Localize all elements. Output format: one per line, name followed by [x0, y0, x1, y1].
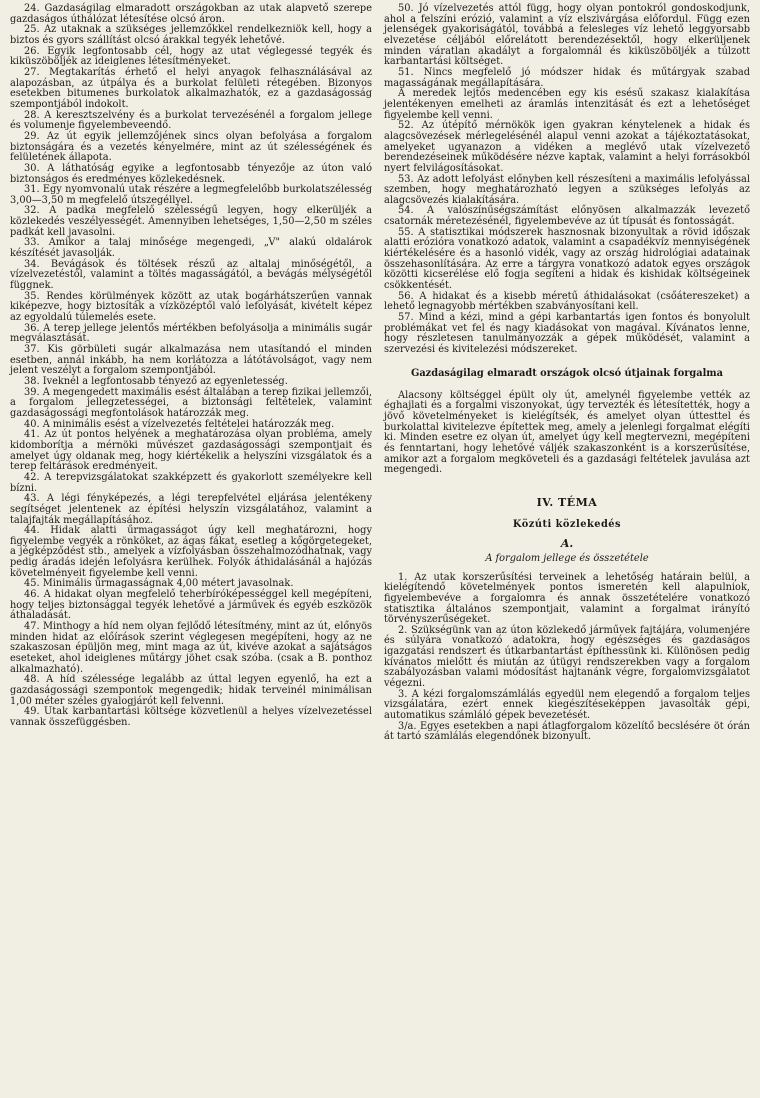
paragraph-28: 28. A keresztszelvény és a burkolat tervezésénél a forgalom jellege és volumenje figyelembeveendő. — [10, 109, 372, 132]
theme-title: IV. TÉMA — [536, 495, 598, 509]
paragraph-iv-3a: 3/a. Egyes esetekben a napi átlagforgalom közelítő becslésére öt órán át tartó számlálás elegendőnek bizonyult. — [384, 720, 750, 743]
paragraph-iv-3: 3. A kézi forgalomszámlálás egyedül nem elegendő a forgalom teljes vizsgálatára, ezért ennek kiegészítéseképpen javasolták gépi, automatikus számláló gépek bevezetését. — [384, 688, 750, 722]
paragraph-42: 42. A terepvizsgálatokat szakképzett és gyakorlott személyekre kell bízni. — [10, 471, 372, 494]
left-column — [10, 4, 372, 1098]
paragraph-41: 41. Az út pontos helyének a meghatározása olyan probléma, amely kidomborítja a mérnöki művészet gazdaságossági szempontjait és amelyet úgy oldanak meg, hogy kiértékelik a helyszíni vizsgálatok és a terep feltárások eredményeit. — [10, 429, 372, 473]
paragraph-45: 45. Minimális űrmagasságnak 4,00 métert javasolnak. — [24, 578, 294, 590]
paragraph-47: 47. Minthogy a híd nem olyan fejlődő létesítmény, mint az út, előnyös minden hidat az előírások szerint véglegesen megépíteni, hogy az ne szakaszosan épüljön meg, mint maga az út, kivéve azokat a sajátságos eseteket, ahol ideiglenes műtárgy jöhet csak szóba. (csak a B. ponthoz alkalmazható). — [10, 621, 372, 675]
right-column — [384, 4, 750, 1098]
paragraph-49: 49. Utak karbantartási költsége közvetlenül a helyes vízelvezetéssel vannak összefüggésben. — [10, 706, 372, 728]
paragraph-38: 38. Iveknél a legfontosabb tényező az egyenletesség. — [24, 375, 288, 387]
paragraph-36: 36. A terep jellege jelentős mértékben befolyásolja a minimális sugár megválasztását. — [10, 322, 372, 345]
section-letter: A. — [560, 537, 574, 551]
paragraph-33: 33. Amikor a talaj minősége megengedi, „V" alakú oldalárok készítését javasolják. — [10, 237, 372, 260]
paragraph-44: 44. Hidak alatti űrmagasságot úgy kell meghatározni, hogy figyelembe vegyék a rönköket, az ágas fákat, esetleg a kőgörgetegeket, a jégképződést stb., amelyek a vízfolyásban összehalmozódhatnak, vagy pedig áradás idején lefolyásra kerülhek. Folyók áthidalásánál a hajózás követelményeit figyelembe kell venni. — [10, 525, 372, 579]
paragraph-51: 51. Nincs megfelelő jó módszer hidak és műtárgyak szabad magasságának megállapítására. — [384, 66, 750, 89]
paragraph-24: 24. Gazdaságilag elmaradott országokban az utak alapvető szerepe gazdaságos úthálózat létesítése olcsó áron. — [10, 3, 372, 25]
paragraph-37: 37. Kis görbületi sugár alkalmazása nem utasítandó el minden esetben, annál inkább, ha nem korlátozza a látótávolságot, vagy nem jelent veszélyt a forgalom szempontjából. — [10, 344, 372, 377]
paragraph-56: 56. A hidakat és a kisebb méretű áthidalásokat (csőátereszeket) a lehető legnagyobb mértékben szabványosítani kell. — [384, 290, 750, 313]
paragraph-51-cont: A meredek lejtős medencében egy kis esésű szakasz kialakítása jelentékenyen emelheti az áramlás intenzitását és ezt a lehetőséget figyelembe kell venni. — [384, 88, 750, 121]
paragraph-54: 54. A valószínűségszámítást előnyösen alkalmazzák levezető csatornák méretezésénél, figyelembevéve az út típusát és fontosságát. — [384, 205, 750, 228]
paragraph-46: 46. A hidakat olyan megfelelő teherbíróképességgel kell megépíteni, hogy teljes biztonsággal tegyék lehetővé a járművek és egyéb eszközök áthaladását. — [10, 589, 372, 622]
section-title: A forgalom jellege és összetétele — [485, 552, 649, 564]
paragraph-48: 48. A híd szélessége legalább az úttal legyen egyenlő, ha ezt a gazdaságossági szempontok megengedik; hidak terveinél minimálisan 1,00 méter széles gyalogjárót kell felvenni. — [10, 674, 372, 707]
paragraph-39: 39. A megengedett maximális esést általában a terep fizikai jellemzői, a forgalom jellegzetességei, a biztonsági feltételek, valamint gazdaságossági megfontolások határozzák meg. — [10, 386, 372, 419]
paragraph-27: 27. Megtakarítás érhető el helyi anyagok felhasználásával az alapozásban, az útpálya és a burkolat felületi rétegében. Bizonyos esetekben bitumenes burkolatok alkalmazhatók, ez a gazdaságosság szempontjából indokolt. — [10, 66, 372, 110]
section-heading: Gazdaságilag elmaradt országok olcsó útjainak forgalma — [410, 367, 724, 379]
paragraph-55: 55. A statisztikai módszerek hasznosnak bizonyultak a rövid időszak alatti erózióra vonatkozó adatok, valamint a csapadékvíz mennyiségének kiértékelésére és a hasonló vidék, vagy az ország hidrológiai adatainak összehasonlítására. Az erre a tárgyra vonatkozó adatok egyes országok közötti kicserélése elő fogja segíteni a hidak és kishidak költségeinek csökkentését. — [384, 226, 750, 292]
paragraph-35: 35. Rendes körülmények között az utak bogárhátszerűen vannak kiképezve, hogy biztosíták a vízközéptől való lefolyását, kivételt képez az egyoldalú túlemelés esete. — [10, 290, 372, 324]
paragraph-40: 40. A minimális esést a vízelvezetés feltételei határozzák meg. — [24, 418, 335, 430]
paragraph-34: 34. Bevágások és töltések részű az altalaj minőségétől, a vízelvezetéstől, valamint a töltés magasságától, a bevágás mélységétől függnek. — [10, 258, 372, 292]
paragraph-53: 53. Az adott lefolyást előnyben kell részesíteni a maximális lefolyással szemben, hogy meghatározható legyen a szükséges lefolyás az alagcsövezés kialakítására. — [384, 173, 750, 206]
paragraph-30: 30. A láthatóság egyike a legfontosabb tényezője az úton való biztonságos és eredményes közlekedésnek. — [10, 162, 372, 185]
paragraph-iv-1: 1. Az utak korszerűsítési terveinek a lehetőség határain belül, a kielégítendő követelmények pontos ismeretén kell alapulniok, figyelembevéve a forgalomra és annak összetételére vonatkozó statisztika általános szempontjait, valamint a forgalmat irányító törvényszerűségeket. — [384, 571, 750, 626]
theme-subtitle: Közúti közlekedés — [512, 518, 622, 530]
heading-paragraph: Alacsony költséggel épült oly út, amelynél figyelembe vették az éghajlati és a forgalmi viszonyokat, úgy tervezték és létesítették, hogy a jövő követelményeket is kielégítsék, és amelyet olyan úttesttel és burkolattal kivitelezve építettek meg, amely a jelenlegi forgalmat elégíti ki. Minden esetre ez olyan út, amelyet úgy kell megtervezni, megépíteni és fenntartani, hogy lehetővé váljék szakaszonként is a korszerűsítése, amikor azt a forgalom megköveteli és a gazdasági feltételek javulása azt megengedi. — [384, 389, 750, 476]
paragraph-31: 31. Egy nyomvonalú utak részére a legmegfelelőbb burkolatszélesség 3,00—3,50 m megfelelő útszegéllyel. — [10, 184, 372, 206]
paragraph-50: 50. Jó vízelvezetés attól függ, hogy olyan pontokról gondoskodjunk, ahol a felszíni erózió, valamint a víz elszivárgása előfordul. Függ ezen jelenségek gyakoriságától, továbbá a felesleges víz lehető leggyorsabb elvezetése céljából előrelátott berendezésektől, hogy elkerüljenek minden váratlan akadályt a forgalomnál és kiküszöböljék a túlzott karbantartási költséget. — [384, 3, 750, 68]
paragraph-52: 52. Az útépítő mérnökök igen gyakran kénytelenek a hidak és alagcsövezések mérlegelésénél alapul venni azokat a tájékoztatásokat, amelyeket ugyanazon a vidéken a meglévő utak vízelvezető berendezéseinek működésére nézve kaptak, valamint a helyi forrásokból nyert felvilágosításokat. — [384, 120, 750, 174]
paragraph-iv-2: 2. Szükségünk van az úton közlekedő járművek fajtájára, volumenjére és súlyára vonatkozó adatokra, hogy egészséges és gazdaságos igazgatási rendszert és útkarbantartást építhessünk ki. Különösen pedig kívánatos mielőtt és miután az útügyi rendszerekben vagy a forgalom szabályozásban valami módosítást hajtanánk végre, forgalomvizsgálatot végezni. — [384, 624, 750, 690]
paragraph-29: 29. Az út egyik jellemzőjének sincs olyan befolyása a forgalom biztonságára és a vezetés kényelmére, mint az út szélességének és felületének állapota. — [10, 130, 372, 164]
paragraph-43: 43. A légi fényképezés, a légi terepfelvétel eljárása jelentékeny segítséget jelentenek az építési helyszín vizsgálatához, valamint a talajfajták megállapításához. — [10, 493, 372, 526]
paragraph-25: 25. Az utaknak a szükséges jellemzőkkel rendelkezniök kell, hogy a biztos és gyors szállítást olcsó árakkal tegyék lehetővé. — [10, 24, 372, 46]
paragraph-32: 32. A padka megfelelő szélességű legyen, hogy elkerüljék a közlekedés veszélyességét. Amennyiben lehetséges, 1,50—2,50 m széles padkát kell javasolni. — [10, 205, 372, 238]
paragraph-57: 57. Mind a kézi, mind a gépi karbantartás igen fontos és bonyolult problémákat vet fel és nagy kiadásokat von magával. Kívánatos lenne, hogy részletesen tanulmányozzák a gépek működését, valamint a szervezési és kivitelezési módszereket. — [384, 312, 750, 355]
paragraph-26: 26. Egyik legfontosabb cél, hogy az utat véglegessé tegyék és kiküszöböljék az ideiglenes létesítményeket. — [10, 45, 372, 68]
